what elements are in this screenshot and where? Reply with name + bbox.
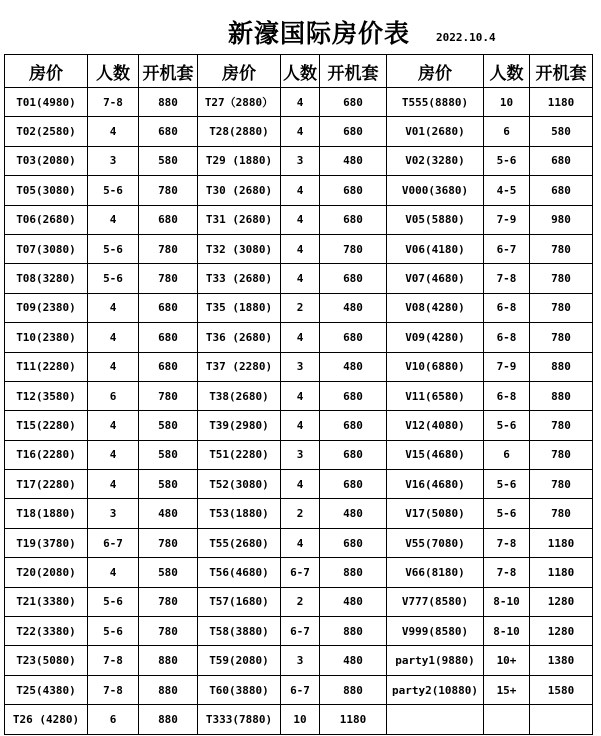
guests-cell: 3 [281, 146, 320, 175]
guests-cell: 10 [281, 705, 320, 734]
table-row [5, 88, 593, 117]
column-header: 人数 [88, 55, 139, 88]
package-cell: 780 [530, 264, 593, 293]
table-row [5, 323, 593, 352]
package-cell: 680 [320, 411, 387, 440]
table-row [5, 558, 593, 587]
table-row [5, 705, 593, 734]
room-price-cell: V17(5080) [387, 499, 484, 528]
package-cell: 480 [320, 499, 387, 528]
package-cell: 880 [139, 646, 198, 675]
table-row [5, 440, 593, 469]
package-cell: 880 [320, 675, 387, 704]
table-row [5, 381, 593, 410]
guests-cell: 8-10 [484, 617, 530, 646]
package-cell: 1580 [530, 675, 593, 704]
guests-cell: 3 [281, 352, 320, 381]
package-cell: 880 [320, 558, 387, 587]
package-cell: 780 [139, 587, 198, 616]
package-cell: 680 [530, 176, 593, 205]
room-price-cell: V999(8580) [387, 617, 484, 646]
guests-cell: 4 [281, 381, 320, 410]
package-cell: 480 [320, 587, 387, 616]
guests-cell: 5-6 [484, 470, 530, 499]
guests-cell: 15+ [484, 675, 530, 704]
room-price-cell: T555(8880) [387, 88, 484, 117]
package-cell: 780 [320, 234, 387, 263]
guests-cell: 4 [281, 234, 320, 263]
column-header: 房价 [387, 55, 484, 88]
guests-cell: 4 [281, 470, 320, 499]
room-price-cell: T35 (1880) [198, 293, 281, 322]
room-price-cell: T31 (2680) [198, 205, 281, 234]
guests-cell: 6-8 [484, 293, 530, 322]
package-cell: 880 [139, 705, 198, 734]
package-cell: 1180 [530, 528, 593, 557]
table-body [5, 88, 593, 735]
room-price-cell: V000(3680) [387, 176, 484, 205]
package-cell: 1180 [530, 88, 593, 117]
guests-cell [484, 705, 530, 734]
guests-cell: 4 [88, 440, 139, 469]
room-price-cell: T59(2080) [198, 646, 281, 675]
package-cell: 780 [139, 176, 198, 205]
room-price-cell: T09(2380) [5, 293, 88, 322]
guests-cell: 6-8 [484, 323, 530, 352]
table-row [5, 146, 593, 175]
package-cell: 580 [530, 117, 593, 146]
guests-cell: 4 [281, 117, 320, 146]
room-price-cell: T60(3880) [198, 675, 281, 704]
package-cell: 480 [320, 293, 387, 322]
guests-cell: 2 [281, 499, 320, 528]
package-cell: 680 [139, 205, 198, 234]
guests-cell: 4 [88, 558, 139, 587]
package-cell: 780 [530, 470, 593, 499]
package-cell: 780 [139, 381, 198, 410]
package-cell: 880 [530, 381, 593, 410]
room-price-cell: party2(10880) [387, 675, 484, 704]
room-price-cell: T25(4380) [5, 675, 88, 704]
package-cell: 680 [139, 293, 198, 322]
room-price-cell: T03(2080) [5, 146, 88, 175]
guests-cell: 10 [484, 88, 530, 117]
room-price-cell: V10(6880) [387, 352, 484, 381]
price-table [4, 54, 593, 735]
room-price-cell: T333(7880) [198, 705, 281, 734]
package-cell: 580 [139, 146, 198, 175]
column-header: 开机套 [139, 55, 198, 88]
package-cell: 680 [320, 176, 387, 205]
guests-cell: 5-6 [484, 146, 530, 175]
guests-cell: 7-8 [88, 88, 139, 117]
room-price-cell: T26 (4280) [5, 705, 88, 734]
guests-cell: 6 [484, 440, 530, 469]
room-price-cell: T10(2380) [5, 323, 88, 352]
package-cell: 780 [139, 264, 198, 293]
room-price-cell: V05(5880) [387, 205, 484, 234]
room-price-cell: party1(9880) [387, 646, 484, 675]
guests-cell: 5-6 [484, 411, 530, 440]
room-price-cell: T11(2280) [5, 352, 88, 381]
guests-cell: 6-7 [281, 617, 320, 646]
room-price-cell: V66(8180) [387, 558, 484, 587]
date-label: 2022.10.4 [436, 31, 496, 44]
package-cell: 680 [320, 117, 387, 146]
package-cell: 880 [139, 88, 198, 117]
table-row [5, 587, 593, 616]
room-price-cell: T37 (2280) [198, 352, 281, 381]
room-price-cell: T07(3080) [5, 234, 88, 263]
room-price-cell: T17(2280) [5, 470, 88, 499]
guests-cell: 3 [281, 646, 320, 675]
room-price-cell: V777(8580) [387, 587, 484, 616]
package-cell: 980 [530, 205, 593, 234]
guests-cell: 6-8 [484, 381, 530, 410]
room-price-cell: V12(4080) [387, 411, 484, 440]
guests-cell: 4 [281, 528, 320, 557]
room-price-cell: T23(5080) [5, 646, 88, 675]
room-price-cell: V11(6580) [387, 381, 484, 410]
room-price-cell: T52(3080) [198, 470, 281, 499]
package-cell: 480 [320, 146, 387, 175]
table-row [5, 205, 593, 234]
package-cell: 680 [139, 323, 198, 352]
package-cell: 580 [139, 440, 198, 469]
room-price-cell: T27（2880） [198, 88, 281, 117]
guests-cell: 4 [88, 293, 139, 322]
guests-cell: 5-6 [88, 617, 139, 646]
guests-cell: 8-10 [484, 587, 530, 616]
column-header: 开机套 [530, 55, 593, 88]
guests-cell: 3 [281, 440, 320, 469]
package-cell: 680 [320, 264, 387, 293]
table-row [5, 411, 593, 440]
room-price-cell: V15(4680) [387, 440, 484, 469]
guests-cell: 5-6 [88, 176, 139, 205]
guests-cell: 6-7 [88, 528, 139, 557]
guests-cell: 4 [88, 323, 139, 352]
package-cell: 680 [139, 117, 198, 146]
room-price-cell: T15(2280) [5, 411, 88, 440]
room-price-cell: T33 (2680) [198, 264, 281, 293]
package-cell: 580 [139, 411, 198, 440]
page-title: 新濠国际房价表 [228, 19, 411, 48]
package-cell [530, 705, 593, 734]
room-price-cell: T01(4980) [5, 88, 88, 117]
room-price-cell: T58(3880) [198, 617, 281, 646]
guests-cell: 7-8 [484, 528, 530, 557]
package-cell: 480 [139, 499, 198, 528]
room-price-cell: V09(4280) [387, 323, 484, 352]
column-header: 人数 [281, 55, 320, 88]
guests-cell: 4 [281, 264, 320, 293]
guests-cell: 7-9 [484, 205, 530, 234]
guests-cell: 4 [88, 205, 139, 234]
guests-cell: 6-7 [281, 675, 320, 704]
room-price-cell: T57(1680) [198, 587, 281, 616]
package-cell: 680 [320, 88, 387, 117]
guests-cell: 4 [281, 176, 320, 205]
header-row [5, 55, 593, 88]
room-price-cell: T02(2580) [5, 117, 88, 146]
guests-cell: 10+ [484, 646, 530, 675]
room-price-cell: T53(1880) [198, 499, 281, 528]
package-cell: 1180 [320, 705, 387, 734]
guests-cell: 4 [281, 323, 320, 352]
room-price-cell: T30 (2680) [198, 176, 281, 205]
room-price-cell: T08(3280) [5, 264, 88, 293]
guests-cell: 7-8 [88, 646, 139, 675]
package-cell: 1280 [530, 587, 593, 616]
guests-cell: 6 [88, 381, 139, 410]
room-price-cell: T22(3380) [5, 617, 88, 646]
guests-cell: 4 [281, 411, 320, 440]
guests-cell: 4 [281, 88, 320, 117]
package-cell: 480 [320, 646, 387, 675]
guests-cell: 4 [88, 352, 139, 381]
column-header: 开机套 [320, 55, 387, 88]
table-row [5, 499, 593, 528]
table-row [5, 293, 593, 322]
package-cell: 580 [139, 558, 198, 587]
room-price-cell: T20(2080) [5, 558, 88, 587]
guests-cell: 6-7 [484, 234, 530, 263]
table-row [5, 352, 593, 381]
guests-cell: 4-5 [484, 176, 530, 205]
guests-cell: 7-8 [88, 675, 139, 704]
room-price-cell: T51(2280) [198, 440, 281, 469]
room-price-cell: T06(2680) [5, 205, 88, 234]
package-cell: 680 [320, 205, 387, 234]
guests-cell: 6-7 [281, 558, 320, 587]
package-cell: 780 [139, 528, 198, 557]
package-cell: 680 [139, 352, 198, 381]
table-row [5, 528, 593, 557]
package-cell: 780 [530, 411, 593, 440]
package-cell: 780 [139, 617, 198, 646]
room-price-cell: T16(2280) [5, 440, 88, 469]
room-price-cell: T29 (1880) [198, 146, 281, 175]
room-price-cell: V16(4680) [387, 470, 484, 499]
guests-cell: 5-6 [88, 587, 139, 616]
room-price-cell: T21(3380) [5, 587, 88, 616]
room-price-cell: T18(1880) [5, 499, 88, 528]
package-cell: 680 [320, 440, 387, 469]
package-cell: 880 [139, 675, 198, 704]
guests-cell: 6 [88, 705, 139, 734]
package-cell: 780 [139, 234, 198, 263]
guests-cell: 7-8 [484, 264, 530, 293]
table-row [5, 646, 593, 675]
room-price-cell: V02(3280) [387, 146, 484, 175]
room-price-cell: V55(7080) [387, 528, 484, 557]
room-price-cell: T39(2980) [198, 411, 281, 440]
table-row [5, 176, 593, 205]
guests-cell: 2 [281, 587, 320, 616]
guests-cell: 5-6 [88, 264, 139, 293]
room-price-cell: T55(2680) [198, 528, 281, 557]
package-cell: 680 [530, 146, 593, 175]
package-cell: 1180 [530, 558, 593, 587]
package-cell: 780 [530, 234, 593, 263]
guests-cell: 5-6 [88, 234, 139, 263]
room-price-cell: T38(2680) [198, 381, 281, 410]
guests-cell: 6 [484, 117, 530, 146]
package-cell: 880 [530, 352, 593, 381]
room-price-cell: V01(2680) [387, 117, 484, 146]
room-price-cell: T28(2880) [198, 117, 281, 146]
package-cell: 780 [530, 499, 593, 528]
package-cell: 1280 [530, 617, 593, 646]
package-cell: 680 [320, 323, 387, 352]
column-header: 房价 [5, 55, 88, 88]
package-cell: 680 [320, 381, 387, 410]
table-row [5, 617, 593, 646]
room-price-cell: T56(4680) [198, 558, 281, 587]
package-cell: 580 [139, 470, 198, 499]
table-row [5, 264, 593, 293]
room-price-cell: T05(3080) [5, 176, 88, 205]
guests-cell: 4 [281, 205, 320, 234]
package-cell: 880 [320, 617, 387, 646]
guests-cell: 4 [88, 117, 139, 146]
room-price-cell: T36 (2680) [198, 323, 281, 352]
package-cell: 1380 [530, 646, 593, 675]
room-price-cell: T19(3780) [5, 528, 88, 557]
guests-cell: 4 [88, 470, 139, 499]
column-header: 人数 [484, 55, 530, 88]
guests-cell: 7-9 [484, 352, 530, 381]
room-price-cell: V07(4680) [387, 264, 484, 293]
guests-cell: 5-6 [484, 499, 530, 528]
table-row [5, 117, 593, 146]
package-cell: 780 [530, 323, 593, 352]
guests-cell: 7-8 [484, 558, 530, 587]
package-cell: 780 [530, 293, 593, 322]
package-cell: 780 [530, 440, 593, 469]
guests-cell: 4 [88, 411, 139, 440]
table-row [5, 470, 593, 499]
package-cell: 680 [320, 470, 387, 499]
room-price-cell: V06(4180) [387, 234, 484, 263]
table-row [5, 234, 593, 263]
room-price-cell [387, 705, 484, 734]
column-header: 房价 [198, 55, 281, 88]
guests-cell: 3 [88, 499, 139, 528]
guests-cell: 3 [88, 146, 139, 175]
package-cell: 680 [320, 528, 387, 557]
title-row [0, 0, 601, 52]
room-price-cell: T12(3580) [5, 381, 88, 410]
guests-cell: 2 [281, 293, 320, 322]
room-price-cell: T32 (3080) [198, 234, 281, 263]
table-row [5, 675, 593, 704]
room-price-cell: V08(4280) [387, 293, 484, 322]
package-cell: 480 [320, 352, 387, 381]
